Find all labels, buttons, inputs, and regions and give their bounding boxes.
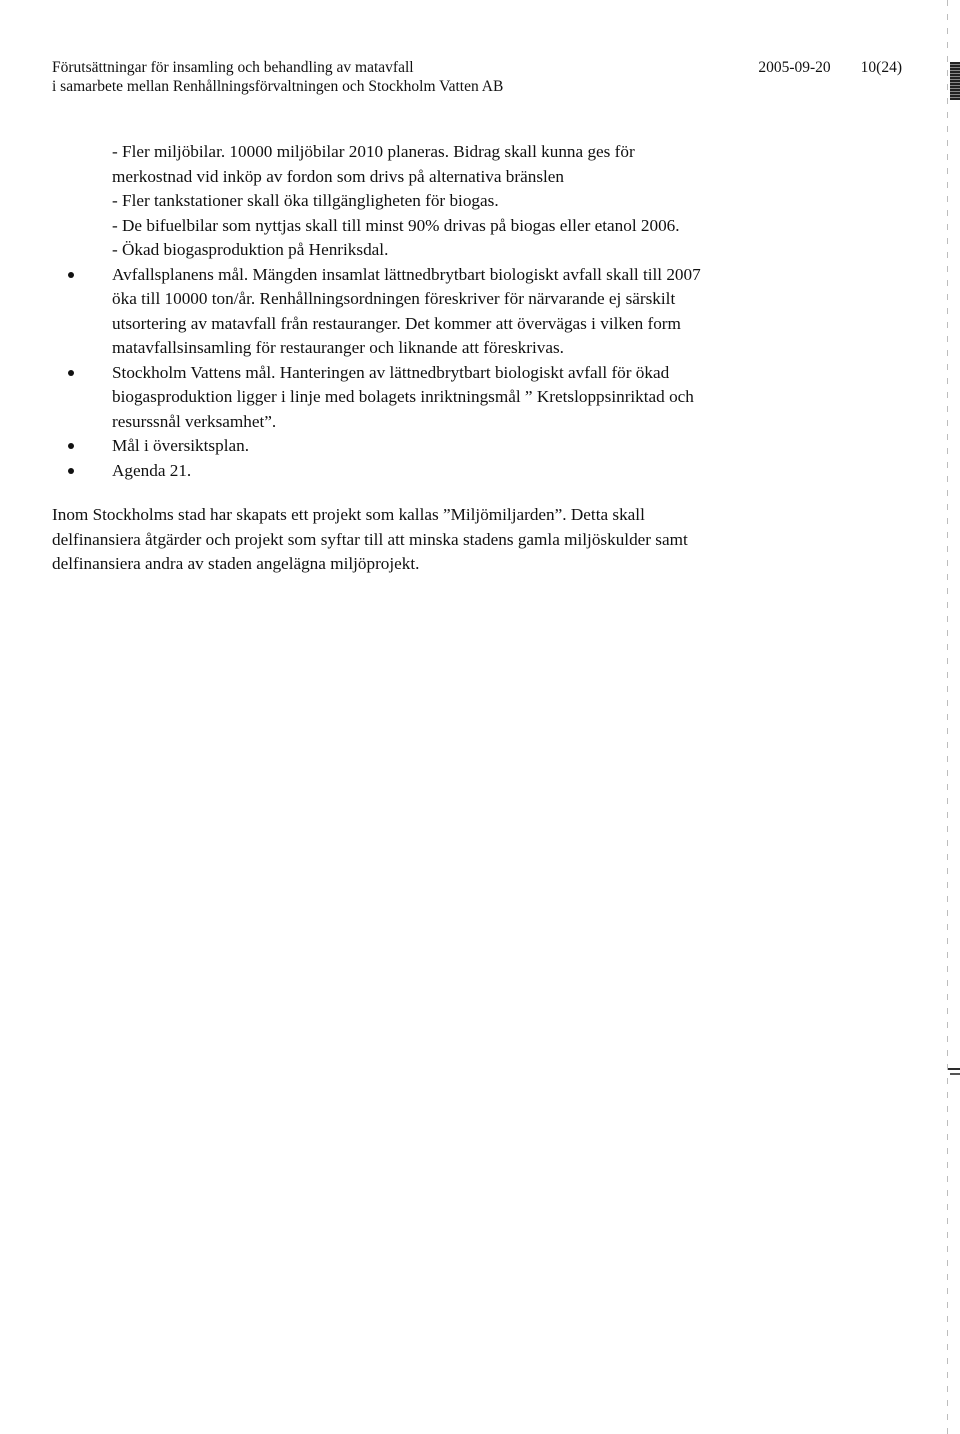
paragraph-line: delfinansiera åtgärder och projekt som syftar till att minska stadens gamla miljöskulder samt (52, 529, 688, 549)
scan-edge-line (947, 0, 948, 1434)
continuation-line: - Fler tankstationer skall öka tillgängligheten för biogas. (112, 191, 499, 210)
page-header (52, 58, 902, 96)
bullet-item-avfallsplan (112, 263, 832, 361)
bullet-dot-icon (68, 443, 74, 449)
scan-edge-mark (950, 62, 960, 100)
scan-edge-artifact (946, 0, 960, 1434)
scan-edge-mark (950, 1073, 960, 1075)
bullet-line: öka till 10000 ton/år. Renhållningsordningen föreskriver för närvarande ej särskilt (112, 289, 676, 308)
bullet-line: Mål i översiktsplan. (112, 436, 250, 455)
header-title-block (52, 58, 503, 96)
continuation-line: - De bifuelbilar som nyttjas skall till minst 90% drivas på biogas eller etanol 2006. (112, 215, 680, 235)
bullet-item-agenda21 (112, 459, 832, 484)
body-content (112, 140, 832, 483)
bullet-dot-icon (68, 370, 74, 376)
header-date: 2005-09-20 (758, 59, 831, 76)
header-title-line-2: i samarbete mellan Renhållningsförvaltningen och Stockholm Vatten AB (52, 78, 504, 95)
bullet-line: matavfallsinsamling för restauranger och liknande att föreskrivas. (112, 338, 564, 357)
continuation-line: merkostnad vid inköp av fordon som drivs på alternativa bränslen (112, 166, 565, 186)
bullet-dot-icon (68, 468, 74, 474)
bullet-line: biogasproduktion ligger i linje med bolagets inriktningsmål ” Kretsloppsinriktad och (112, 387, 694, 406)
bullet-line: Avfallsplanens mål. Mängden insamlat lättnedbrytbart biologiskt avfall skall till 2007 (112, 264, 701, 284)
header-page-number: 10(24) (860, 59, 902, 76)
header-meta (758, 58, 902, 77)
paragraph-line: delfinansiera andra av staden angelägna miljöprojekt. (52, 554, 420, 573)
scan-edge-mark (948, 1068, 960, 1070)
bullet-line: utsortering av matavfall från restauranger. Det kommer att övervägas i vilken form (112, 313, 681, 333)
header-title-line-1: Förutsättningar för insamling och behandling av matavfall (52, 59, 414, 76)
bullet-item-stockholm-vatten (112, 361, 832, 435)
paragraph-line: Inom Stockholms stad har skapats ett projekt som kallas ”Miljömiljarden”. Detta skall (52, 505, 645, 524)
closing-paragraph (52, 503, 832, 577)
bullet-line: resurssnål verksamhet”. (112, 411, 277, 431)
bullet-item-oversiktsplan (112, 434, 832, 459)
continuation-line: - Fler miljöbilar. 10000 miljöbilar 2010 planeras. Bidrag skall kunna ges för (112, 142, 635, 161)
bullet-line: Stockholm Vattens mål. Hanteringen av lättnedbrytbart biologiskt avfall för ökad (112, 362, 670, 382)
bullet-dot-icon (68, 272, 74, 278)
continuation-line: - Ökad biogasproduktion på Henriksdal. (112, 240, 389, 259)
bullet-line: Agenda 21. (112, 460, 192, 480)
